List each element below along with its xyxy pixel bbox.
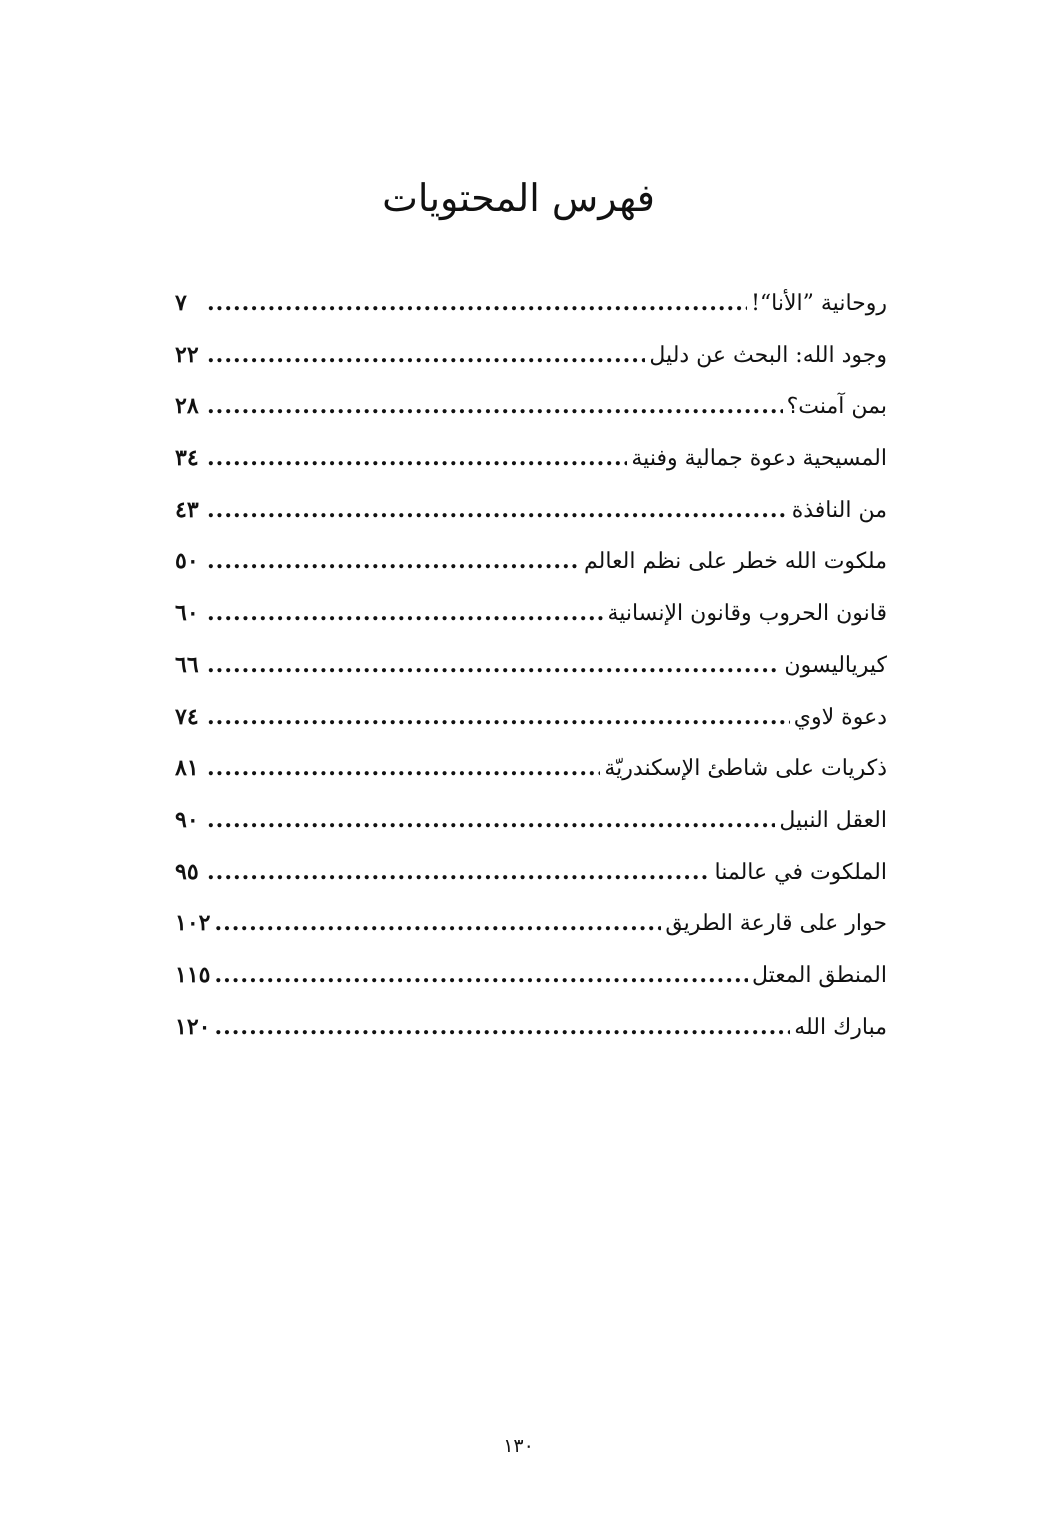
toc-entry[interactable] [175,593,887,645]
toc-entry-page: ٣٤ [175,445,199,472]
toc-entry-title: حوار على قارعة الطريق [665,911,887,937]
toc-entry-page: ٧٤ [175,703,199,730]
toc-entry-page: ٩٥ [175,858,199,885]
toc-entry-page: ٤٣ [175,496,199,523]
toc-entry-page: ٨١ [175,755,199,782]
toc-entry-page: ١١٥ [175,961,211,988]
dot-leader [207,283,747,323]
toc-entry-title: وجود الله: البحث عن دليل [649,342,887,368]
dot-leader [207,335,645,375]
toc-entry-title: العقل النبيل [779,807,887,833]
dot-leader [207,645,780,685]
toc-entry-page: ٦٠ [175,600,199,627]
toc-entry-page: ١٠٢ [175,910,211,937]
dot-leader [207,697,790,737]
toc-entry-title: المسيحية دعوة جمالية وفنية [631,446,887,472]
toc-entry-title: روحانية ”الأنا“! [751,291,887,316]
dot-leader [207,748,600,788]
dot-leader [214,903,661,943]
toc-entry[interactable] [175,490,887,542]
toc-entry-title: مبارك الله [794,1014,887,1040]
dot-leader [207,593,604,633]
toc-entry[interactable] [175,748,887,800]
toc-entry-title: ملكوت الله خطر على نظم العالم [584,549,887,575]
page-title: فهرس المحتويات [382,176,655,220]
toc-entry[interactable] [175,335,887,387]
toc-entry-page: ٩٠ [175,806,199,833]
toc-entry-page: ٥٠ [175,548,199,575]
toc-entry-title: المنطق المعتل [751,962,887,988]
toc-entry-title: بمن آمنت؟ [786,394,887,420]
dot-leader [207,490,788,530]
toc-entry-page: ١٢٠ [175,1013,211,1040]
toc-entry-title: دعوة لاوي [793,704,887,730]
dot-leader [214,955,748,995]
toc-entry-title: من النافذة [791,497,887,523]
dot-leader [214,1007,790,1047]
toc-entry[interactable] [175,283,887,335]
toc-entry[interactable] [175,1007,887,1059]
toc-entry[interactable] [175,903,887,955]
toc-entry[interactable] [175,645,887,697]
toc-entry[interactable] [175,541,887,593]
toc-entry[interactable] [175,800,887,852]
dot-leader [207,800,775,840]
dot-leader [207,541,580,581]
toc-entry-title: قانون الحروب وقانون الإنسانية [607,601,887,627]
table-of-contents [175,283,887,1058]
toc-entry-title: ذكريات على شاطئ الإسكندريّة [604,756,887,782]
toc-entry[interactable] [175,955,887,1007]
toc-entry-page: ٢٢ [175,341,199,368]
toc-entry[interactable] [175,386,887,438]
toc-entry[interactable] [175,697,887,749]
toc-entry-page: ٧ [175,290,187,316]
toc-entry[interactable] [175,438,887,490]
toc-entry-title: كيرياليسون [784,652,887,678]
toc-entry-page: ٦٦ [175,651,199,678]
toc-entry-title: الملكوت في عالمنا [714,859,887,885]
page-number: ١٣٠ [503,1435,534,1457]
toc-entry[interactable] [175,852,887,904]
dot-leader [207,438,627,478]
dot-leader [207,386,783,426]
dot-leader [207,852,711,892]
toc-entry-page: ٢٨ [175,393,199,420]
